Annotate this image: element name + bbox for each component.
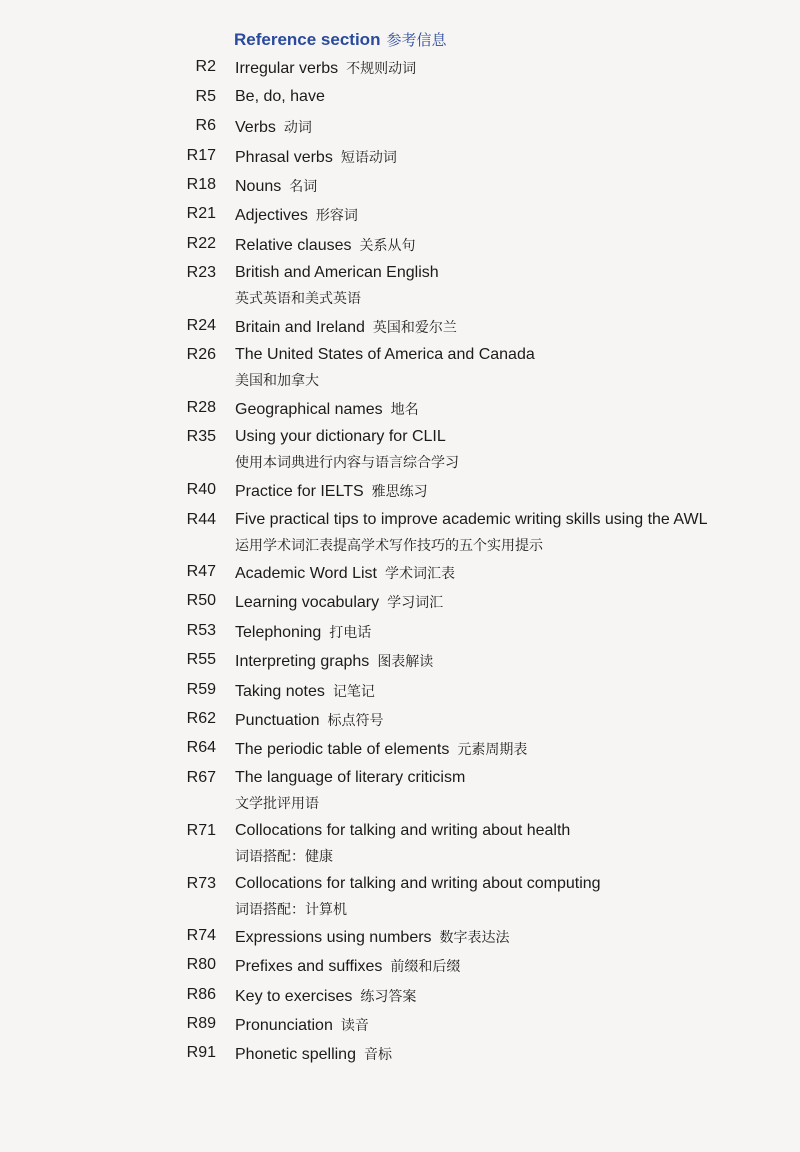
entry-title-en: Be, do, have <box>235 88 325 105</box>
entry-title-zh: 图表解读 <box>377 653 434 669</box>
entry-title-en: Relative clauses <box>235 237 352 254</box>
entry-page-code: R40 <box>186 481 216 498</box>
entry-title <box>235 681 375 701</box>
entry-title <box>235 927 510 947</box>
entry-page-code: R59 <box>186 681 216 698</box>
entry-title-en: Using your dictionary for CLIL <box>235 428 446 445</box>
entry-title <box>235 710 384 730</box>
entry-title-zh: 动词 <box>283 119 312 135</box>
entry-title <box>235 739 527 759</box>
entry-title-en: Pronunciation <box>235 1017 333 1034</box>
entry-page-code: R62 <box>186 710 216 727</box>
entry-page-code: R50 <box>186 592 216 609</box>
entry-page-code: R73 <box>186 875 216 892</box>
entry-title-en: The periodic table of elements <box>235 741 450 758</box>
entry-subtitle-zh: 词语搭配：健康 <box>235 848 333 864</box>
entry-title-en: The United States of America and Canada <box>235 346 535 363</box>
entry-title <box>235 875 601 893</box>
entry-title-en: Punctuation <box>235 712 320 729</box>
entry-title-en: Expressions using numbers <box>235 929 432 946</box>
entry-title <box>235 117 312 137</box>
entry-title <box>235 264 439 282</box>
entry-title-en: Geographical names <box>235 401 383 418</box>
entry-subtitle-zh: 词语搭配：计算机 <box>235 901 347 917</box>
entry-title-en: Learning vocabulary <box>235 594 380 611</box>
entry-page-code: R6 <box>195 117 216 134</box>
entry-title <box>235 147 397 167</box>
entry-title-zh: 读音 <box>340 1017 369 1033</box>
section-heading-title: Reference section <box>234 30 381 49</box>
entry-title-zh: 地名 <box>390 401 419 417</box>
entry-page-code: R44 <box>186 511 216 528</box>
entry-title-en: Academic Word List <box>235 565 377 582</box>
entry-page-code: R35 <box>186 428 216 445</box>
entry-page-code: R22 <box>186 235 216 252</box>
entry-title <box>235 428 446 446</box>
entry-title-zh: 关系从句 <box>359 237 416 253</box>
entry-page-code: R18 <box>186 176 216 193</box>
entry-title <box>235 205 358 225</box>
entry-title-en: Five practical tips to improve academic writing skills using the AWL <box>235 511 708 528</box>
entry-title-zh: 练习答案 <box>360 988 417 1004</box>
entry-page-code: R17 <box>186 147 216 164</box>
entry-title-zh: 不规则动词 <box>346 60 417 76</box>
entry-subtitle-zh: 英式英语和美式英语 <box>235 290 361 306</box>
entry-title <box>235 235 416 255</box>
entry-title <box>235 511 707 529</box>
entry-title-en: Verbs <box>235 119 276 136</box>
entry-title-zh: 学术词汇表 <box>384 565 455 581</box>
entry-title-zh: 名词 <box>289 178 318 194</box>
entry-page-code: R89 <box>186 1015 216 1032</box>
entry-title <box>235 592 443 612</box>
entry-title <box>235 1015 369 1035</box>
entry-page-code: R86 <box>186 986 216 1003</box>
section-heading-subtitle: 参考信息 <box>386 32 447 49</box>
entry-title-en: British and American English <box>235 264 439 281</box>
entry-title-zh: 学习词汇 <box>387 594 444 610</box>
entry-title <box>235 651 433 671</box>
entry-page-code: R71 <box>186 822 216 839</box>
entry-title-en: Adjectives <box>235 207 308 224</box>
entry-title <box>235 176 317 196</box>
entry-title-zh: 英国和爱尔兰 <box>372 319 457 335</box>
entry-page-code: R28 <box>186 399 216 416</box>
entry-title-en: The language of literary criticism <box>235 769 466 786</box>
entry-page-code: R91 <box>186 1044 216 1061</box>
entry-subtitle-zh: 运用学术词汇表提高学术写作技巧的五个实用提示 <box>235 537 543 553</box>
entry-page-code: R24 <box>186 317 216 334</box>
entry-page-code: R2 <box>195 58 216 75</box>
entry-title-zh: 数字表达法 <box>439 929 510 945</box>
entry-title <box>235 58 416 78</box>
entry-title-en: Prefixes and suffixes <box>235 958 383 975</box>
entry-title-en: Phonetic spelling <box>235 1046 356 1063</box>
entry-title-en: Nouns <box>235 178 282 195</box>
entry-subtitle-zh: 文学批评用语 <box>235 795 319 811</box>
entry-title <box>235 88 325 106</box>
entry-title <box>235 563 455 583</box>
entry-page-code: R74 <box>186 927 216 944</box>
entry-title-zh: 前缀和后缀 <box>390 958 461 974</box>
entry-page-code: R55 <box>186 651 216 668</box>
entry-page-code: R23 <box>186 264 216 281</box>
entry-title-en: Interpreting graphs <box>235 653 370 670</box>
entry-title-zh: 雅思练习 <box>371 483 428 499</box>
entry-title <box>235 399 419 419</box>
entry-title <box>235 986 416 1006</box>
entry-title-en: Britain and Ireland <box>235 319 365 336</box>
entry-page-code: R26 <box>186 346 216 363</box>
entry-page-code: R80 <box>186 956 216 973</box>
entry-title-zh: 短语动词 <box>340 149 397 165</box>
entry-page-code: R67 <box>186 769 216 786</box>
entry-title <box>235 956 460 976</box>
entry-title <box>235 346 535 364</box>
entry-subtitle-zh: 使用本词典进行内容与语言综合学习 <box>235 454 459 470</box>
entry-page-code: R53 <box>186 622 216 639</box>
entry-subtitle-zh: 美国和加拿大 <box>235 372 319 388</box>
entry-title-en: Practice for IELTS <box>235 483 364 500</box>
entry-title-en: Collocations for talking and writing about computing <box>235 875 601 892</box>
entry-page-code: R5 <box>195 88 216 105</box>
entry-title-en: Key to exercises <box>235 988 353 1005</box>
entry-title-en: Taking notes <box>235 683 325 700</box>
entry-page-code: R64 <box>186 739 216 756</box>
entry-page-code: R21 <box>186 205 216 222</box>
entry-title-zh: 元素周期表 <box>457 741 528 757</box>
entry-title <box>235 481 428 501</box>
entry-title-zh: 形容词 <box>315 207 358 223</box>
entry-page-code: R47 <box>186 563 216 580</box>
entry-title-zh: 打电话 <box>329 624 372 640</box>
entry-title-en: Irregular verbs <box>235 60 339 77</box>
entry-title-zh: 记笔记 <box>332 683 375 699</box>
entry-title <box>235 1044 392 1064</box>
entry-title-en: Collocations for talking and writing about health <box>235 822 571 839</box>
entry-title-zh: 音标 <box>363 1046 392 1062</box>
entry-title <box>235 769 465 787</box>
entry-title <box>235 622 371 642</box>
entry-title-en: Telephoning <box>235 624 322 641</box>
entry-title <box>235 317 457 337</box>
entry-title <box>235 822 570 840</box>
entry-title-en: Phrasal verbs <box>235 149 333 166</box>
entry-title-zh: 标点符号 <box>327 712 384 728</box>
